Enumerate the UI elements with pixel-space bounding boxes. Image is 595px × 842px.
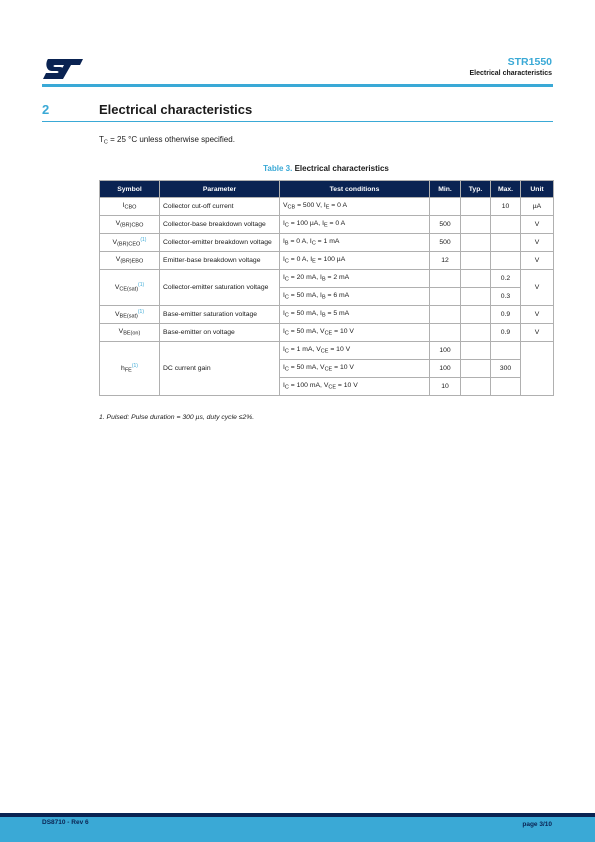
test-condition-cell: $I_C = 50$ mA, $V_{CE} = 10$ V [280, 324, 430, 342]
typ-cell [461, 234, 491, 252]
min-cell [430, 198, 461, 216]
unit-cell [521, 342, 554, 396]
section-divider [42, 121, 553, 122]
parameter-cell: Collector cut-off current [160, 198, 280, 216]
parameter-cell: DC current gain [160, 342, 280, 396]
typ-cell [461, 378, 491, 396]
table-caption-number: Table 3. [263, 164, 293, 173]
min-cell [430, 306, 461, 324]
document-title: STR1550 [507, 56, 552, 68]
max-cell: 10 [491, 198, 521, 216]
test-conditions-note: $T_C = 25$ °C unless otherwise specified. [99, 135, 235, 146]
test-condition-cell: $I_C = 50$ mA, $V_{CE} = 10$ V [280, 360, 430, 378]
st-logo-icon [42, 58, 84, 80]
column-header: Typ. [461, 181, 491, 198]
parameter-cell: Base-emitter on voltage [160, 324, 280, 342]
column-header: Min. [430, 181, 461, 198]
table-row [100, 324, 554, 342]
symbol-cell: $V_{(BR)EBO}$ [100, 252, 160, 270]
column-header: Symbol [100, 181, 160, 198]
test-condition-cell: $I_C = 1$ mA, $V_{CE} = 10$ V [280, 342, 430, 360]
min-cell [430, 270, 461, 288]
table-row [100, 234, 554, 252]
max-cell [491, 378, 521, 396]
min-cell: 12 [430, 252, 461, 270]
unit-cell: V [521, 234, 554, 252]
footer-bar [0, 817, 595, 842]
unit-cell: µA [521, 198, 554, 216]
max-cell: 0.3 [491, 288, 521, 306]
typ-cell [461, 306, 491, 324]
unit-cell: V [521, 252, 554, 270]
section-title: Electrical characteristics [99, 102, 253, 117]
symbol-cell: $V_{BE(sat)}^{(1)}$ [100, 306, 160, 324]
max-cell [491, 216, 521, 234]
symbol-cell: $V_{(BR)CEO}^{(1)}$ [100, 234, 160, 252]
test-condition-cell: $I_C = 100$ mA, $V_{CE} = 10$ V [280, 378, 430, 396]
table-row [100, 306, 554, 324]
max-cell: 0.2 [491, 270, 521, 288]
test-condition-cell: $I_C = 20$ mA, $I_B = 2$ mA [280, 270, 430, 288]
max-cell: 0.9 [491, 306, 521, 324]
parameter-cell: Collector-base breakdown voltage [160, 216, 280, 234]
document-revision: DS8710 - Rev 6 [42, 819, 89, 826]
test-condition-cell: $I_B = 0$ A, $I_C = 1$ mA [280, 234, 430, 252]
min-cell [430, 324, 461, 342]
typ-cell [461, 342, 491, 360]
column-header: Parameter [160, 181, 280, 198]
typ-cell [461, 216, 491, 234]
symbol-cell: $I_{CBO}$ [100, 198, 160, 216]
max-cell [491, 234, 521, 252]
column-header: Unit [521, 181, 554, 198]
max-cell: 0.9 [491, 324, 521, 342]
table-row [100, 252, 554, 270]
table-row [100, 198, 554, 216]
header-section-name: Electrical characteristics [469, 70, 552, 77]
typ-cell [461, 288, 491, 306]
page-number: page 3/10 [522, 821, 552, 828]
unit-cell: V [521, 270, 554, 306]
max-cell [491, 252, 521, 270]
typ-cell [461, 360, 491, 378]
unit-cell: V [521, 306, 554, 324]
min-cell: 100 [430, 342, 461, 360]
table-footnote: 1. Pulsed: Pulse duration = 300 µs, duty cycle ≤2%. [99, 414, 255, 421]
typ-cell [461, 270, 491, 288]
parameter-cell: Collector-emitter saturation voltage [160, 270, 280, 306]
min-cell [430, 288, 461, 306]
table-caption [99, 164, 553, 173]
parameter-cell: Emitter-base breakdown voltage [160, 252, 280, 270]
table-row [100, 216, 554, 234]
min-cell: 500 [430, 216, 461, 234]
table-row [100, 270, 554, 288]
min-cell: 500 [430, 234, 461, 252]
electrical-characteristics-table [99, 180, 554, 396]
symbol-cell: $V_{(BR)CBO}$ [100, 216, 160, 234]
test-condition-cell: $V_{CB} = 500$ V, $I_E = 0$ A [280, 198, 430, 216]
max-cell [491, 342, 521, 360]
test-condition-cell: $I_C = 50$ mA, $I_B = 6$ mA [280, 288, 430, 306]
test-condition-cell: $I_C = 50$ mA, $I_B = 5$ mA [280, 306, 430, 324]
column-header: Max. [491, 181, 521, 198]
table-row [100, 342, 554, 360]
unit-cell: V [521, 216, 554, 234]
typ-cell [461, 252, 491, 270]
min-cell: 10 [430, 378, 461, 396]
test-condition-cell: $I_C = 0$ A, $I_E = 100$ µA [280, 252, 430, 270]
header-divider [42, 84, 553, 87]
typ-cell [461, 324, 491, 342]
symbol-cell: $h_{FE}^{(1)}$ [100, 342, 160, 396]
min-cell: 100 [430, 360, 461, 378]
symbol-cell: $V_{CE(sat)}^{(1)}$ [100, 270, 160, 306]
table-caption-title: Electrical characteristics [294, 164, 389, 173]
column-header: Test conditions [280, 181, 430, 198]
max-cell: 300 [491, 360, 521, 378]
parameter-cell: Collector-emitter breakdown voltage [160, 234, 280, 252]
test-condition-cell: $I_C = 100$ µA, $I_E = 0$ A [280, 216, 430, 234]
parameter-cell: Base-emitter saturation voltage [160, 306, 280, 324]
typ-cell [461, 198, 491, 216]
symbol-cell: $V_{BE(on)}$ [100, 324, 160, 342]
section-number: 2 [42, 102, 50, 117]
unit-cell: V [521, 324, 554, 342]
